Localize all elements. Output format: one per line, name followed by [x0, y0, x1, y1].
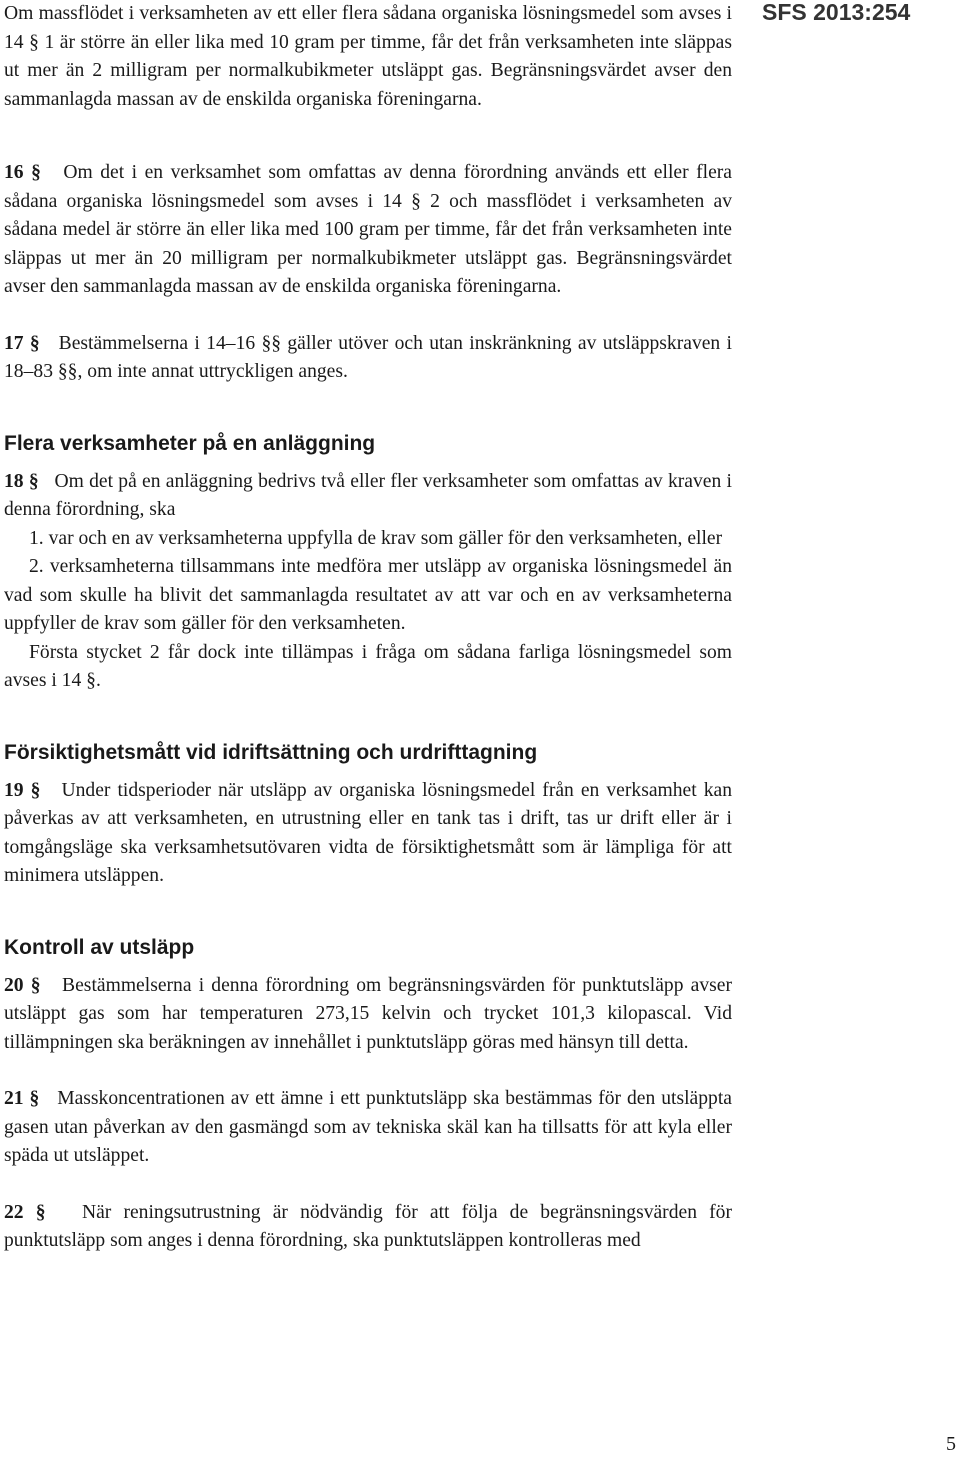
section-number: 19 § — [4, 779, 41, 801]
paragraph-text: Masskoncentrationen av ett ämne i ett punktutsläpp ska bestämmas för den utsläppta gasen utan påverkan av den gasmängd som av tekniska skäl kan ha tillsatts för att kyla eller späda ut utsläppet. — [4, 1088, 732, 1166]
paragraph-18 — [4, 468, 732, 525]
page-number: 5 — [946, 1433, 956, 1455]
paragraph-17 — [4, 330, 732, 387]
sfs-number: SFS 2013:254 — [762, 0, 911, 25]
paragraph-16 — [4, 159, 732, 302]
section-number: 18 § — [4, 470, 39, 492]
list-item-1: 1. var och en av verksamheterna uppfylla de krav som gäller för den verksamheten, eller — [29, 527, 723, 549]
section-number: 17 § — [4, 332, 40, 354]
paragraph-21 — [4, 1085, 732, 1171]
paragraph-text: När reningsutrustning är nödvändig för att följa de begränsningsvärden för punktutsläpp som anges i denna förordning, ska punktutsläppen kontrolleras med — [4, 1201, 732, 1251]
paragraph-20 — [4, 972, 732, 1058]
paragraph-text: Bestämmelserna i denna förordning om begränsningsvärden för punktutsläpp avser utsläppt gas som har temperaturen 273,15 kelvin och trycket 101,3 kilopascal. Vid tillämpningen ska beräkningen av innehållet i punktutsläpp göras med hänsyn till detta. — [4, 974, 732, 1053]
paragraph-18-second: Första stycket 2 får dock inte tillämpas i fråga om sådana farliga lösningsmedel som avses i 14 §. — [4, 641, 732, 691]
paragraph-22 — [4, 1199, 732, 1256]
section-number: 21 § — [4, 1088, 40, 1109]
paragraph-text: Under tidsperioder när utsläpp av organiska lösningsmedel från en verksamhet kan påverkas av att verksamheten, en utrustning eller en tank tas i drift, tas ur drift eller är i tomgångsläge ska verksamhetsutövaren vidta de försiktighetsmått som är lämpliga för att minimera utsläppen. — [4, 779, 733, 886]
section-number: 20 § — [4, 974, 41, 996]
section-number: 22 § — [4, 1201, 46, 1223]
section-number: 16 § — [4, 162, 41, 183]
heading-kontroll: Kontroll av utsläpp — [4, 935, 195, 959]
heading-flera-verksamheter: Flera verksamheter på en anläggning — [4, 431, 376, 455]
paragraph-text: Om det på en anläggning bedrivs två eller fler verksamheter som omfattas av kraven i denna förordning, ska — [4, 470, 732, 520]
heading-forsiktighetsmatt: Försiktighetsmått vid idriftsättning och urdrifttagning — [4, 740, 538, 764]
paragraph-text: Om det i en verksamhet som omfattas av denna förordning används ett eller flera sådana organiska lösningsmedel som avses i 14 § 2 och massflödet i verksamheten av sådana medel är större än eller lika med 100 gram per timme, får det från verksamheten inte släppas ut mer än 20 milligram per normalkubikmeter utsläppt gas. Begränsningsvärdet avser den sammanlagda massan av de enskilda organiska föreningarna. — [4, 162, 732, 297]
body-text — [4, 0, 732, 1256]
paragraph-text: Bestämmelserna i 14–16 §§ gäller utöver och utan inskränkning av utsläppskraven i 18–83 §§, om inte annat uttryckligen anges. — [4, 332, 732, 382]
intro-paragraph: Om massflödet i verksamheten av ett eller flera sådana organiska lösningsmedel som avses i 14 § 1 är större än eller lika med 10 gram per timme, får det från verksamheten inte släppas ut mer än 2 milligram per normalkubikmeter utsläppt gas. Begränsningsvärdet avser den sammanlagda massan av de enskilda organiska föreningarna. — [4, 3, 732, 110]
paragraph-19 — [4, 777, 732, 891]
list-item-2: 2. verksamheterna tillsammans inte medföra mer utsläpp av organiska lösningsmedel än vad som skulle ha blivit det sammanlagda resultatet av att var och en av verksamheterna uppfyller de krav som gäller för den verksamheten. — [4, 556, 732, 634]
